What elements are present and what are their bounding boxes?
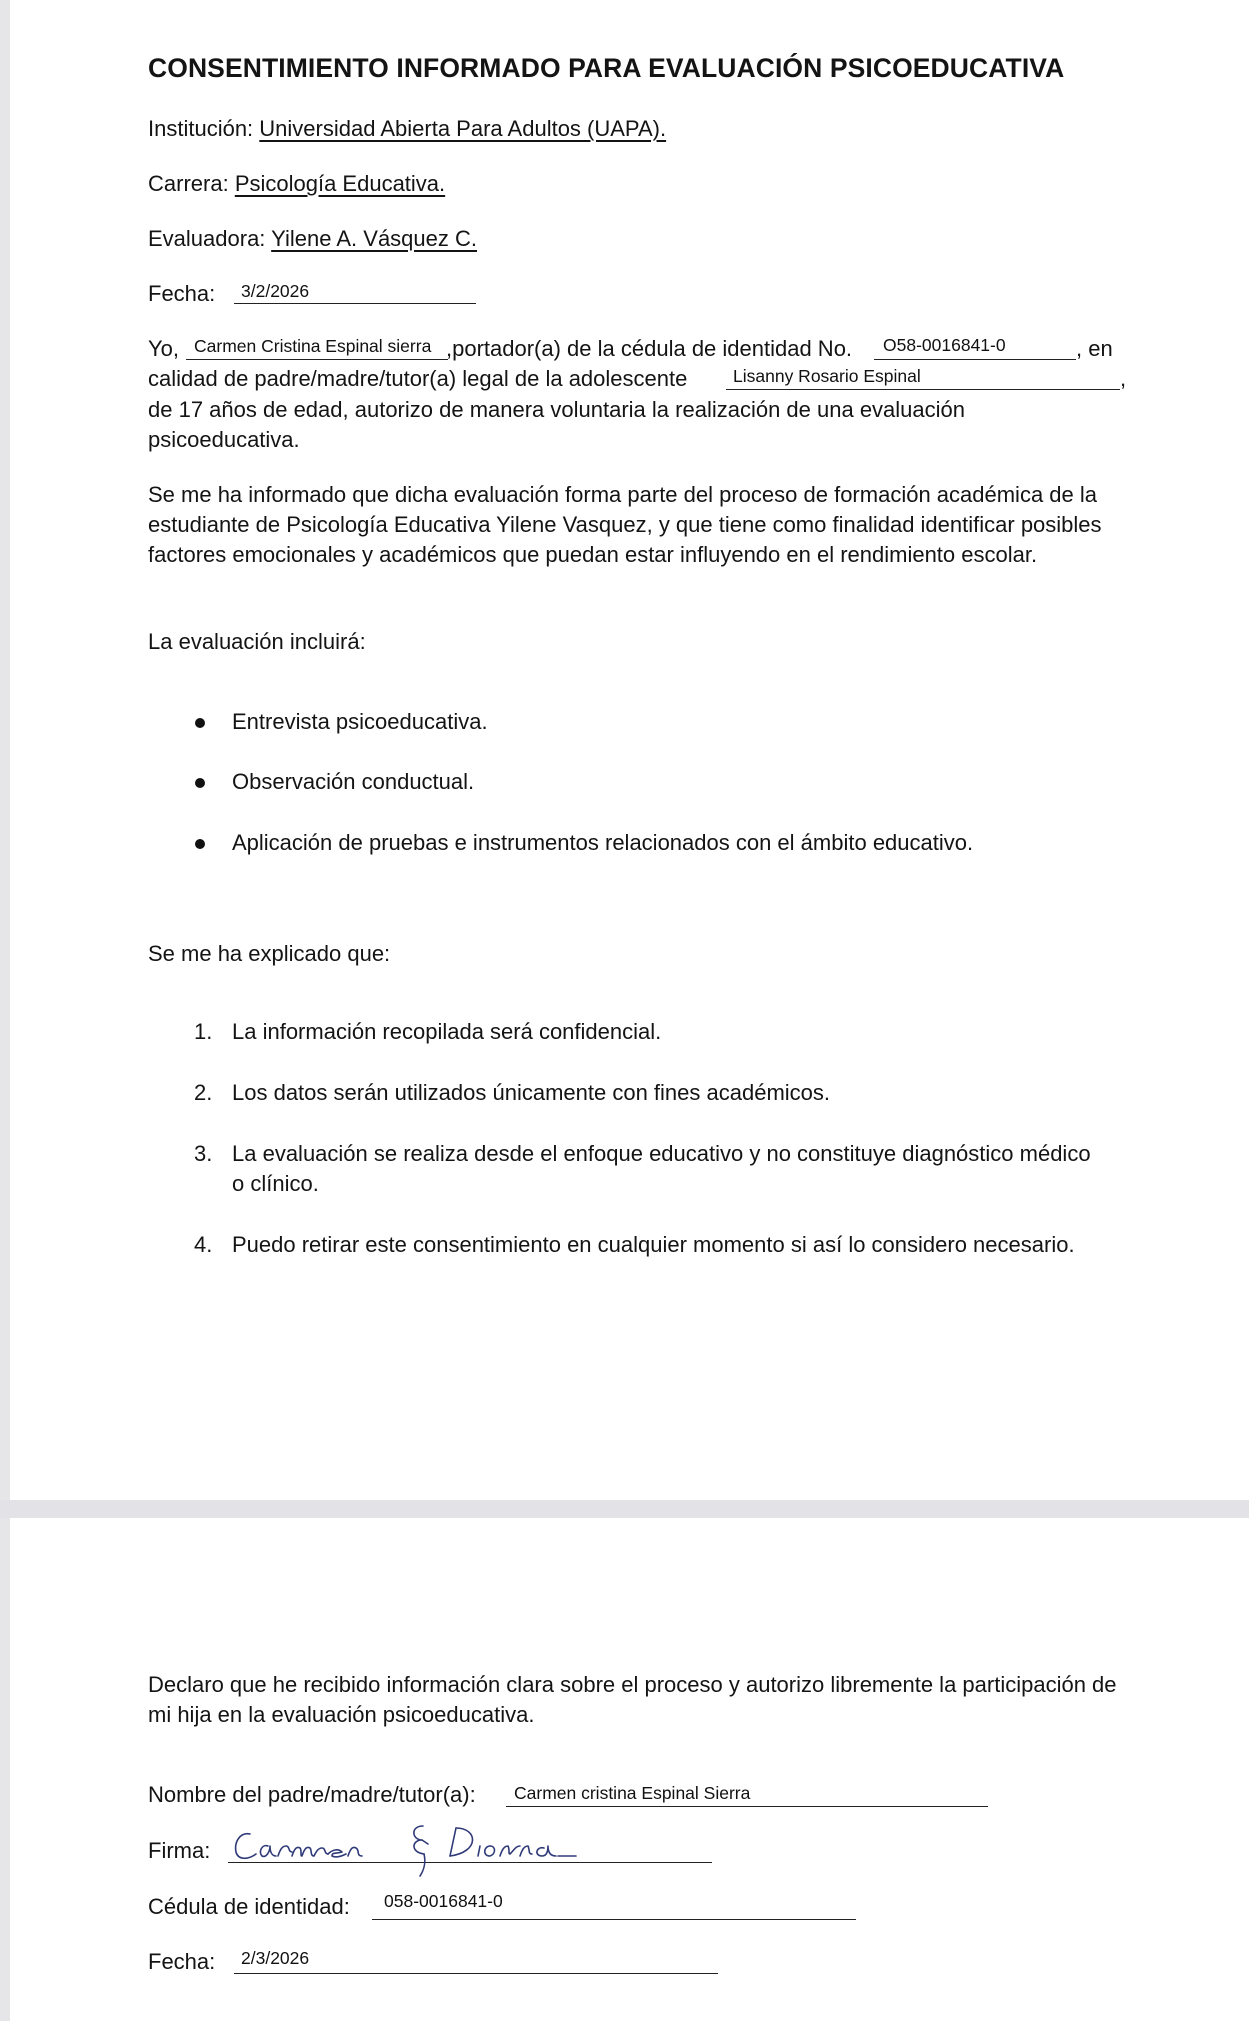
comma-text: , — [1120, 366, 1127, 391]
nombre-field-value[interactable]: Carmen Cristina Espinal sierra — [194, 336, 432, 356]
yo-label: Yo, — [148, 336, 180, 361]
page-break — [0, 1500, 1249, 1518]
informado-paragraph: Se me ha informado que dicha evaluación forma parte del proceso de formación académica de la estudiante de Psicología Educativa Yilene Vasquez, y que tiene como finalidad identificar posibles factores emocionales y académicos que puedan estar influyendo en el rendimiento escolar. — [148, 482, 1102, 567]
fecha-field-line — [234, 303, 476, 304]
nombre-tutor-field-value[interactable]: Carmen cristina Espinal Sierra — [514, 1783, 751, 1803]
cedula-field-value[interactable]: O58-0016841-0 — [883, 335, 1006, 355]
institucion-value: Universidad Abierta Para Adultos (UAPA). — [259, 116, 667, 141]
declaro-paragraph: Declaro que he recibido información clara sobre el proceso y autorizo libremente la participación de mi hija en la evaluación psicoeducativa. — [148, 1672, 1117, 1727]
document-page-2 — [10, 1518, 1249, 2021]
cedula-tutor-field-value[interactable]: 058-0016841-0 — [384, 1891, 503, 1911]
fecha2-field-line — [234, 1973, 718, 1974]
list-number: 2. — [194, 1080, 213, 1105]
consent-line-3: de 17 años de edad, autorizo de manera voluntaria la realización de una evaluación — [148, 397, 966, 422]
nombre-field-line — [186, 359, 448, 360]
list-number: 1. — [194, 1019, 213, 1044]
list-item: La evaluación se realiza desde el enfoque educativo y no constituye diagnóstico médico — [232, 1141, 1091, 1166]
bullet-icon — [195, 718, 205, 728]
evaluadora-value: Yilene A. Vásquez C. — [271, 226, 478, 251]
cedula-field-line — [874, 359, 1076, 360]
carrera-value: Psicología Educativa. — [234, 171, 446, 196]
signature-image — [228, 1822, 608, 1882]
institucion-line — [148, 114, 666, 144]
list-item: Observación conductual. — [232, 769, 475, 794]
adolescente-field-line — [726, 389, 1120, 390]
calidad-text: calidad de padre/madre/tutor(a) legal de la adolescente — [148, 366, 688, 391]
portador-text: ,portador(a) de la cédula de identidad No. — [446, 336, 853, 361]
fecha-field-value[interactable]: 3/2/2026 — [241, 281, 310, 301]
institucion-label: Institución: — [148, 116, 254, 141]
nombre-tutor-label: Nombre del padre/madre/tutor(a): — [148, 1782, 476, 1807]
evaluadora-line — [148, 224, 477, 254]
evaluadora-label: Evaluadora: — [148, 226, 266, 251]
list-item: La información recopilada será confidencial. — [232, 1019, 662, 1044]
list-number: 4. — [194, 1232, 213, 1257]
cedula-label: Cédula de identidad: — [148, 1894, 350, 1919]
list-item: Los datos serán utilizados únicamente con fines académicos. — [232, 1080, 831, 1105]
en-text: , en — [1076, 336, 1113, 361]
fecha2-field-value[interactable]: 2/3/2026 — [241, 1948, 310, 1968]
list-item: Puedo retirar este consentimiento en cualquier momento si así lo considero necesario. — [232, 1232, 1075, 1257]
bullet-icon — [195, 778, 205, 788]
list-item: Entrevista psicoeducativa. — [232, 709, 488, 734]
fecha2-label: Fecha: — [148, 1949, 216, 1974]
bullet-icon — [195, 839, 205, 849]
list-number: 3. — [194, 1141, 213, 1166]
carrera-line — [148, 169, 445, 199]
incluira-heading: La evaluación incluirá: — [148, 629, 366, 654]
list-item-continued: o clínico. — [232, 1171, 319, 1196]
consent-line-4: psicoeducativa. — [148, 427, 300, 452]
page-title: CONSENTIMIENTO INFORMADO PARA EVALUACIÓN PSICOEDUCATIVA — [148, 53, 1065, 83]
list-item: Aplicación de pruebas e instrumentos relacionados con el ámbito educativo. — [232, 830, 974, 855]
firma-label: Firma: — [148, 1838, 211, 1863]
fecha-label: Fecha: — [148, 281, 216, 306]
carrera-label: Carrera: — [148, 171, 229, 196]
adolescente-field-value[interactable]: Lisanny Rosario Espinal — [733, 366, 921, 386]
nombre-tutor-field-line — [506, 1806, 988, 1807]
cedula-tutor-field-line — [372, 1919, 856, 1920]
explicado-heading: Se me ha explicado que: — [148, 941, 391, 966]
